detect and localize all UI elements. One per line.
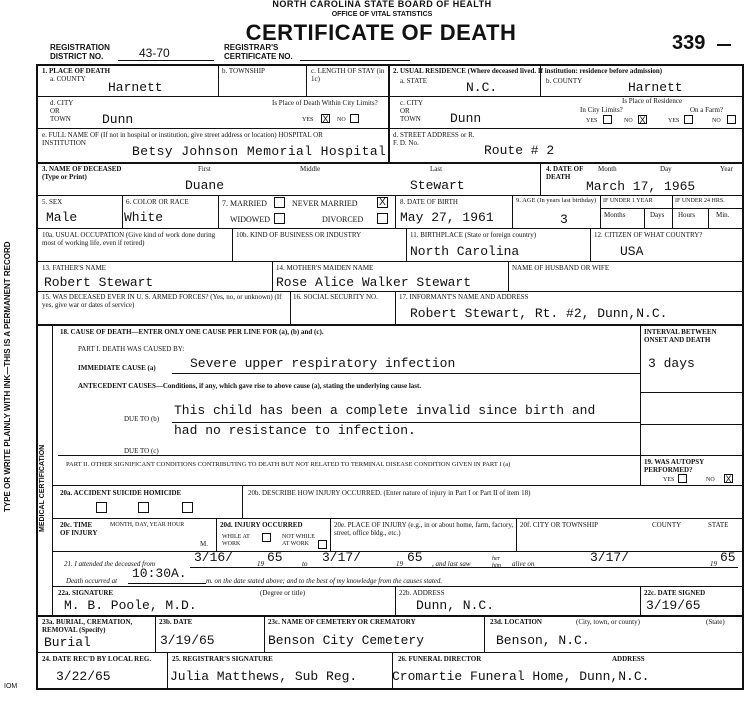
res-in-city-label: In City Limits?: [580, 106, 623, 114]
homicide-checkbox[interactable]: [182, 502, 193, 513]
res-county-value: Harnett: [628, 80, 683, 95]
attended-from-year-prefix: 19: [257, 560, 264, 568]
pod-within-limits-label: Is Place of Death Within City Limits?: [272, 99, 378, 107]
date-signed-label: 22c. DATE SIGNED: [644, 589, 706, 597]
age-value: 3: [560, 212, 568, 227]
certificate-number: 339: [672, 32, 706, 54]
degree-title-label: (Degree or title): [260, 589, 306, 597]
autopsy-yes-checkbox[interactable]: [678, 474, 687, 483]
mother-value: Rose Alice Walker Stewart: [276, 275, 472, 290]
burial-label: 23a. BURIAL, CREMATION, REMOVAL (Specify): [42, 618, 133, 634]
cemetery-label: 23c. NAME OF CEMETERY OR CREMATORY: [268, 618, 416, 626]
signature-label: 22a. SIGNATURE: [58, 589, 114, 597]
location-sub-label: (City, town, or county): [576, 618, 640, 626]
interval-a-value: 3 days: [648, 356, 695, 371]
last-name-value: Stewart: [410, 178, 465, 193]
alive-on-label: alive on: [512, 560, 535, 568]
registrar-signature-label: 25. REGISTRAR'S SIGNATURE: [172, 655, 273, 663]
hours-label: Hours: [678, 211, 696, 219]
antecedent-causes-label: ANTECEDENT CAUSES—Conditions, if any, which gave rise to above cause (a), stating the underlying cause last.: [78, 382, 422, 390]
page-title: CERTIFICATE OF DEATH: [245, 20, 517, 45]
mother-label: 14. MOTHER'S MAIDEN NAME: [276, 264, 374, 272]
last-name-label: Last: [430, 165, 443, 173]
never-married-label: NEVER MARRIED: [292, 199, 358, 208]
signer-address-label: 22b. ADDRESS: [399, 589, 445, 597]
occupation-label: 10a. USUAL OCCUPATION (Give kind of work done during most of working life, even if retired): [42, 231, 216, 247]
res-on-farm-no-checkbox[interactable]: [727, 115, 736, 124]
funeral-address-label: ADDRESS: [612, 655, 645, 663]
res-in-city-yes-checkbox[interactable]: [603, 115, 612, 124]
registrar-cert-label: REGISTRAR'S CERTIFICATE NO.: [224, 43, 293, 61]
sex-label: 5. SEX: [42, 198, 63, 206]
sex-value: Male: [46, 210, 78, 225]
pod-city-value: Dunn: [102, 112, 134, 127]
pod-hospital-value: Betsy Johnson Memorial Hospital: [132, 144, 387, 159]
spouse-label: NAME OF HUSBAND OR WIFE: [512, 264, 610, 272]
res-farm-no-label: NO: [712, 118, 721, 124]
date-signed-value: 3/19/65: [646, 598, 701, 613]
signer-value: M. B. Poole, M.D.: [64, 598, 197, 613]
days-label: Days: [650, 211, 665, 219]
injury-occurred-label: 20d. INJURY OCCURRED: [220, 521, 303, 529]
while-at-work-label: WHILE AT WORK: [222, 534, 250, 547]
her-him-label: her him: [492, 556, 501, 569]
attended-from-label: 21. I attended the deceased from: [64, 560, 156, 568]
first-name-value: Duane: [185, 178, 225, 193]
attended-to-date: 3/17/: [322, 550, 362, 565]
pod-length-stay-label: c. LENGTH OF STAY (in 1c): [311, 67, 385, 83]
informant-label: 17. INFORMANT'S NAME AND ADDRESS: [399, 293, 529, 301]
min-label: Min.: [716, 211, 730, 219]
attended-from-year: 65: [267, 550, 283, 565]
res-state-value: N.C.: [466, 80, 498, 95]
attended-to-year: 65: [407, 550, 423, 565]
burial-date-label: 23b. DATE: [159, 618, 193, 626]
citizen-label: 12. CITIZEN OF WHAT COUNTRY?: [594, 231, 703, 239]
attended-from-date: 3/16/: [194, 550, 234, 565]
dob-label: 8. DATE OF BIRTH: [400, 198, 458, 206]
autopsy-no-label: NO: [706, 477, 715, 483]
death-time-value: 10:30A.: [132, 566, 187, 581]
side-instruction: TYPE OR WRITE PLAINLY WITH INK—THIS IS A PERMANENT RECORD: [3, 241, 12, 512]
usual-residence-label: 2. USUAL RESIDENCE (Where deceased lived. If institution: residence before admission): [393, 67, 663, 75]
res-state-label: a. STATE: [400, 77, 428, 85]
autopsy-no-checkbox[interactable]: X: [725, 474, 732, 484]
under-24-hrs-label: IF UNDER 24 HRS.: [675, 198, 725, 204]
divorced-label: DIVORCED: [322, 215, 364, 224]
res-on-farm-yes-checkbox[interactable]: [684, 115, 693, 124]
widowed-checkbox[interactable]: [274, 213, 285, 224]
medical-certification-label: MEDICAL CERTIFICATION: [39, 444, 46, 532]
location-state-label: (State): [706, 618, 725, 626]
age-label: 9. AGE (In years last birthday): [516, 197, 597, 204]
res-on-farm-label: On a Farm?: [690, 106, 724, 114]
res-county-label: b. COUNTY: [546, 77, 583, 85]
date-recd-value: 3/22/65: [56, 669, 111, 684]
suicide-checkbox[interactable]: [138, 502, 149, 513]
state-board-heading: NORTH CAROLINA STATE BOARD OF HEALTH: [272, 0, 492, 9]
registration-district-label: REGISTRATION DISTRICT NO.: [50, 43, 110, 61]
pod-county-label: a. COUNTY: [50, 75, 86, 83]
deceased-name-label: 3. NAME OF DECEASED (Type or Print): [42, 165, 122, 181]
dod-day-label: Day: [660, 165, 672, 173]
describe-injury-label: 20b. DESCRIBE HOW INJURY OCCURRED. (Enter nature of injury in Part I or Part II of item 18): [248, 489, 531, 497]
cause-of-death-header: 18. CAUSE OF DEATH—ENTER ONLY ONE CAUSE PER LINE FOR (a), (b) and (c).: [60, 328, 324, 336]
res-street-value: Route # 2: [484, 143, 555, 158]
married-checkbox[interactable]: [274, 197, 285, 208]
cemetery-value: Benson City Cemetery: [268, 633, 425, 648]
months-label: Months: [604, 211, 626, 219]
res-farm-yes-label: YES: [668, 118, 680, 124]
death-occurred-label: Death occurred at: [66, 577, 118, 585]
race-label: 6. COLOR OR RACE: [126, 198, 189, 206]
autopsy-label: 19. WAS AUTOPSY PERFORMED?: [644, 458, 704, 474]
time-m-label: M.: [200, 540, 208, 548]
first-name-label: First: [198, 165, 211, 173]
father-label: 13. FATHER'S NAME: [42, 264, 106, 272]
date-of-death-value: March 17, 1965: [586, 179, 696, 194]
time-of-injury-label: 20c. TIME OF INJURY: [60, 521, 98, 537]
registrar-signature-value: Julia Matthews, Sub Reg.: [170, 669, 358, 684]
signer-address-value: Dunn, N.C.: [416, 598, 495, 613]
interval-label: INTERVAL BETWEEN ONSET AND DEATH: [644, 328, 717, 344]
business-label: 10b. KIND OF BUSINESS OR INDUSTRY: [236, 231, 362, 239]
pod-township-label: b. TOWNSHIP: [222, 67, 265, 75]
burial-value: Burial: [44, 635, 91, 650]
part-1-label: PART I. DEATH WAS CAUSED BY:: [78, 345, 185, 353]
place-of-death-label: 1. PLACE OF DEATH: [42, 67, 111, 75]
never-married-checkbox[interactable]: X: [377, 197, 388, 208]
immediate-cause-label: IMMEDIATE CAUSE (a): [78, 364, 156, 372]
res-city-no-label: NO: [624, 118, 633, 124]
citizen-value: USA: [620, 244, 644, 259]
due-to-c-label: DUE TO (c): [124, 447, 159, 455]
immediate-cause-value: Severe upper respiratory infection: [190, 356, 456, 371]
pod-hospital-label: e. FULL NAME OF (If not in hospital or institution, give street address or location) HOSPITAL OR INSTITUTION: [42, 131, 323, 147]
burial-date-value: 3/19/65: [160, 633, 215, 648]
under-1-year-label: IF UNDER 1 YEAR: [603, 198, 653, 204]
divorced-checkbox[interactable]: [377, 213, 388, 224]
place-of-injury-label: 20e. PLACE OF INJURY (e.g., in or about home, farm, factory, street, office bldg., etc.): [334, 521, 514, 537]
attended-to-label: to: [302, 560, 308, 568]
part-2-label: PART II. OTHER SIGNIFICANT CONDITIONS CONTRIBUTING TO DEATH BUT NOT RELATED TO TERMINAL DISEASE CONDITION GIVEN IN PART I (a): [66, 461, 511, 468]
bottom-left-mark: IOM: [4, 683, 18, 690]
date-recd-label: 24. DATE REC'D BY LOCAL REG.: [42, 655, 152, 663]
injury-county-label: COUNTY: [652, 521, 682, 529]
attended-to-year-prefix: 19: [396, 560, 403, 568]
dod-month-label: Month: [598, 165, 617, 173]
pod-no-label: NO: [337, 117, 346, 123]
alive-on-year: 65: [720, 550, 736, 565]
last-saw-label: , and last saw: [432, 560, 471, 568]
alive-on-year-prefix: 19: [710, 560, 717, 568]
not-while-at-work-checkbox[interactable]: [318, 540, 327, 549]
injury-state-label: STATE: [708, 521, 729, 529]
father-value: Robert Stewart: [44, 275, 154, 290]
married-label: 7. MARRIED: [222, 199, 267, 208]
middle-name-label: Middle: [300, 165, 321, 173]
res-city-label: c. CITY OR TOWN: [400, 99, 423, 123]
injury-city-label: 20f. CITY OR TOWNSHIP: [520, 521, 599, 529]
registration-district-no: 43-70: [139, 46, 170, 60]
pod-within-limits-yes-checkbox[interactable]: X: [322, 114, 329, 124]
pod-city-label: d. CITY OR TOWN: [50, 99, 74, 123]
date-of-death-label: 4. DATE OF DEATH: [546, 165, 584, 181]
res-street-label: d. STREET ADDRESS or R. F. D. No.: [393, 131, 475, 147]
due-to-b-label: DUE TO (b): [124, 415, 160, 423]
widowed-label: WIDOWED: [230, 215, 270, 224]
ssn-label: 16. SOCIAL SECURITY NO.: [293, 293, 378, 301]
due-to-b-line-1: This child has been a complete invalid since birth and: [174, 403, 596, 418]
informant-value: Robert Stewart, Rt. #2, Dunn,N.C.: [410, 306, 668, 321]
location-label: 23d. LOCATION: [490, 618, 542, 626]
time-of-injury-sub: MONTH, DAY, YEAR HOUR: [110, 522, 185, 528]
birthplace-value: North Carolina: [410, 244, 520, 259]
dod-year-label: Year: [720, 165, 733, 173]
pod-yes-label: YES: [302, 117, 314, 123]
res-city-yes-label: YES: [586, 118, 598, 124]
res-city-value: Dunn: [450, 111, 482, 126]
birthplace-label: 11. BIRTHPLACE (State or foreign country): [410, 231, 537, 239]
dob-value: May 27, 1961: [400, 210, 494, 225]
cert-number-dash: [717, 44, 731, 46]
office-heading: OFFICE OF VITAL STATISTICS: [331, 11, 433, 18]
res-in-city-no-checkbox[interactable]: X: [639, 115, 646, 125]
race-value: White: [124, 210, 164, 225]
accident-checkbox[interactable]: [96, 502, 107, 513]
accident-suicide-homicide-label: 20a. ACCIDENT SUICIDE HOMICIDE: [60, 489, 182, 497]
pod-county-value: Harnett: [108, 80, 163, 95]
funeral-director-label: 26. FUNERAL DIRECTOR: [398, 655, 482, 663]
location-value: Benson, N.C.: [496, 633, 590, 648]
due-to-b-line-2: had no resistance to infection.: [174, 423, 416, 438]
autopsy-yes-label: YES: [663, 477, 675, 483]
pod-within-limits-no-checkbox[interactable]: [350, 114, 359, 123]
while-at-work-checkbox[interactable]: [262, 533, 271, 542]
alive-on-date: 3/17/: [590, 550, 630, 565]
res-place-of-residence-label: Is Place of Residence: [622, 97, 683, 105]
not-while-at-work-label: NOT WHILE AT WORK: [282, 534, 315, 547]
funeral-director-value: Cromartie Funeral Home, Dunn,N.C.: [392, 669, 650, 684]
death-occurred-suffix: m. on the date stated above; and to the best of my knowledge from the causes stated.: [206, 577, 443, 585]
armed-forces-label: 15. WAS DECEASED EVER IN U. S. ARMED FORCES? (Yes, no, or unknown) (If yes, give war or dates of service): [42, 293, 282, 309]
